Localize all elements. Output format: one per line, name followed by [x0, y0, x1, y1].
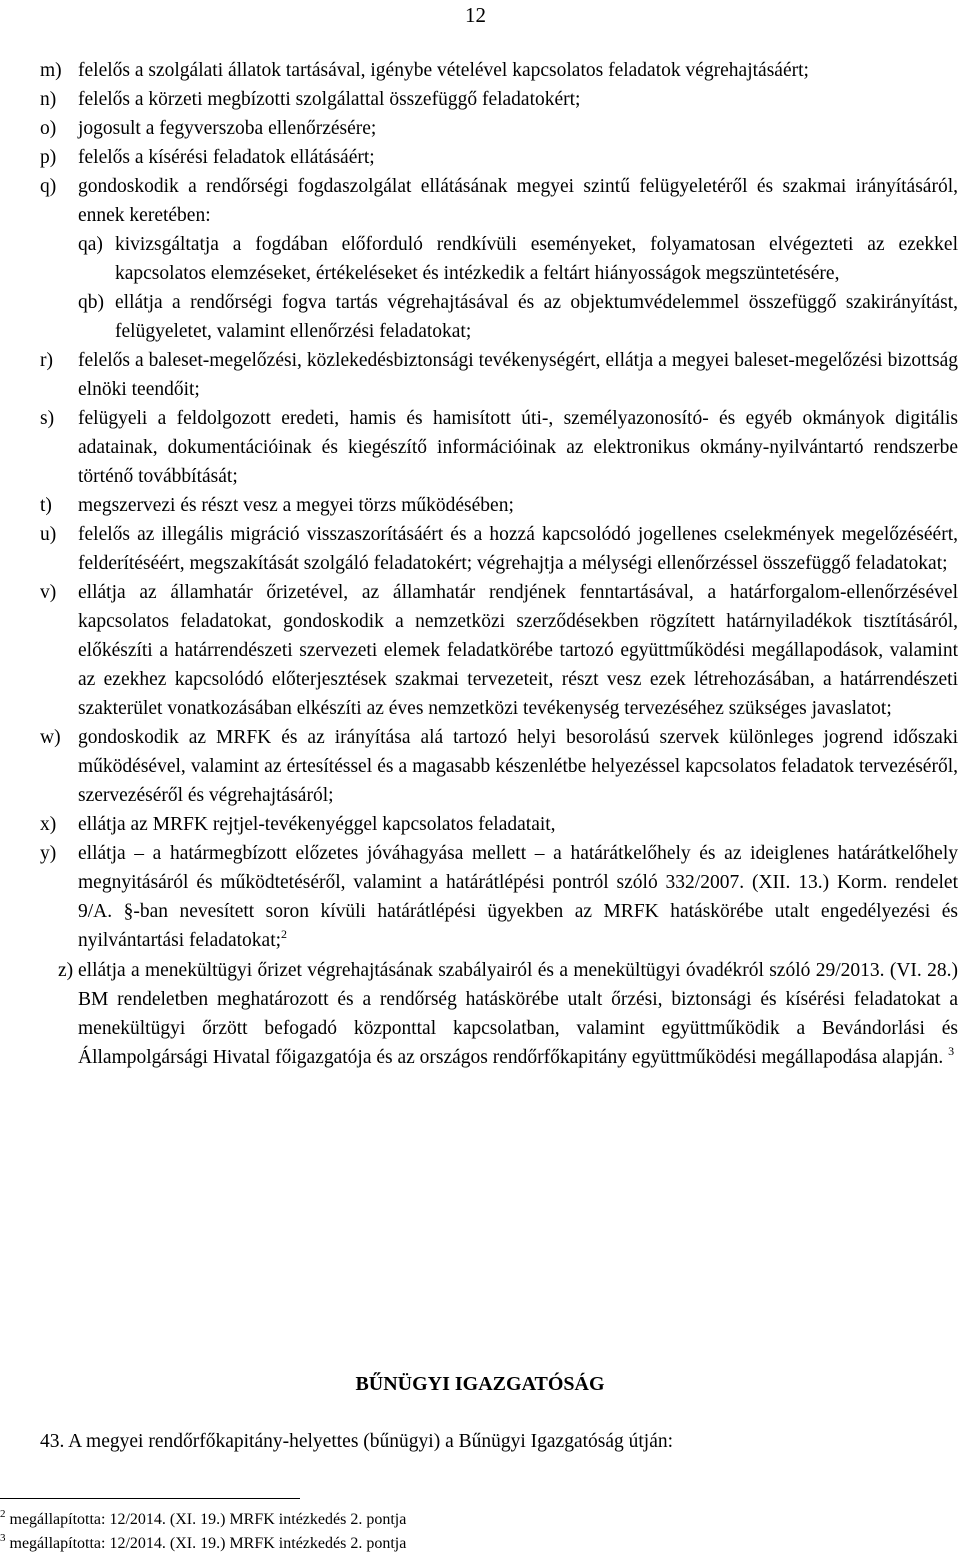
item-marker: v) — [40, 582, 57, 603]
item-text: felügyeli a feldolgozott eredeti, hamis és hamisított úti-, személyazonosító- és egyéb okmányok digitális adatainak, dokumentációinak és kiegészítő információinak az elektronikus okmány-nyilvántartó rendszerbe történő továbbítását; — [78, 408, 958, 487]
item-marker: m) — [40, 60, 62, 81]
sub-item-text: kivizsgáltatja a fogdában előforduló rendkívüli eseményeket, folyamatosan elvégezteti az ezekkel kapcsolatos elemzéseket, értékeléseket és intézkedik a feltárt hiányosságok megszüntetésére, — [115, 234, 958, 284]
list-item-u — [40, 520, 958, 578]
footnote-number: 3 — [0, 1532, 6, 1544]
list-item-p — [40, 143, 958, 172]
sub-item-marker: qa) — [78, 234, 103, 255]
sub-item-qb — [78, 288, 958, 346]
list-item-o — [40, 114, 958, 143]
item-marker: n) — [40, 89, 57, 110]
item-text: gondoskodik a rendőrségi fogdaszolgálat ellátásának megyei szintű felügyeletéről és szakmai irányításáról, ennek keretében: — [78, 176, 958, 226]
footnote-text: megállapította: 12/2014. (XI. 19.) MRFK intézkedés 2. pontja — [9, 1511, 407, 1528]
item-marker: u) — [40, 524, 57, 545]
paragraph-43: 43. A megyei rendőrfőkapitány-helyettes (bűnügyi) a Bűnügyi Igazgatóság útján: — [40, 1431, 674, 1452]
item-text: felelős a szolgálati állatok tartásával, igénybe vételével kapcsolatos feladatok végrehajtásáért; — [78, 60, 809, 81]
item-marker: z) — [58, 960, 74, 981]
list-item-q — [40, 172, 958, 346]
footnote-text: megállapította: 12/2014. (XI. 19.) MRFK intézkedés 2. pontja — [9, 1535, 407, 1552]
footnote-2 — [0, 1508, 406, 1532]
item-list — [40, 56, 958, 1072]
item-text: gondoskodik az MRFK és az irányítása alá tartozó helyi besorolású szervek különleges jogrend időszaki működésével, valamint az értesítéssel és a magasabb készenlétbe helyezéssel kapcsolatos feladatok tervezéséről, szervezéséről és végrehajtásáról; — [78, 727, 958, 806]
list-item-w — [40, 723, 958, 810]
sub-item-qa — [78, 230, 958, 288]
item-text: megszervezi és részt vesz a megyei törzs működésében; — [78, 495, 514, 516]
item-marker: w) — [40, 727, 61, 748]
item-marker: p) — [40, 147, 57, 168]
item-text: felelős a baleset-megelőzési, közlekedésbiztonsági tevékenységért, ellátja a megyei baleset-megelőzési bizottság elnöki teendőit; — [78, 350, 958, 400]
footnote-divider — [0, 1498, 300, 1499]
list-item-s — [40, 404, 958, 491]
footnotes — [0, 1508, 406, 1556]
footnote-3 — [0, 1532, 406, 1556]
list-item-r — [40, 346, 958, 404]
list-item-m — [40, 56, 958, 85]
footnote-number: 2 — [0, 1508, 6, 1520]
item-text: ellátja – a határmegbízott előzetes jóváhagyása mellett – a határátkelőhely és az ideiglenes határátkelőhely megnyitásáról és működtetéséről, valamint a határátlépési pontról szóló 332/2007. (XII. 13.) Korm. rendelet 9/A. §-ban nevesített soron kívüli határátlépési ügyekben az MRFK hatáskörébe utalt engedélyezési és nyilvántartási feladatokat; — [78, 843, 958, 951]
item-text: ellátja az államhatár őrizetével, az államhatár rendjének fenntartásával, a határforgalom-ellenőrzésével kapcsolatos feladatokat, gondoskodik a nemzetközi szerződésekben rögzített határnyiladékok tisztításáról, előkészíti a határrendészeti szervezeti elemek feladatkörébe tartozó együttműködési megállapodások, valamint az ezekhez kapcsolódó előterjesztések szakmai tervezeteit, részt vesz ezek létrehozásában, a határrendészeti szakterület vonatkozásában elkészíti az éves nemzetközi tevékenység tervezéséhez szükséges javaslatot; — [78, 582, 958, 719]
list-item-z — [40, 956, 958, 1072]
sub-item-text: ellátja a rendőrségi fogva tartás végrehajtásával és az objektumvédelemmel összefüggő szakirányítást, felügyeletet, valamint ellenőrzési feladatokat; — [115, 292, 958, 342]
item-marker: x) — [40, 814, 57, 835]
item-text: ellátja a menekültügyi őrizet végrehajtásának szabályairól és a menekültügyi óvadékról szóló 29/2013. (VI. 28.) BM rendeletben meghatározott és a rendőrség hatáskörébe utalt őrzési, biztonsági és kísérési feladatokat a menekültügyi őrzött befogadó központtal kapcsolatban, valamint együttműködik a Bevándorlási és Állampolgársági Hivatal főigazgatója és az országos rendőrfőkapitány együttműködési megállapodása alapján. — [78, 960, 958, 1068]
page-number: 12 — [465, 3, 486, 27]
list-item-y — [40, 839, 958, 955]
footnote-reference[interactable]: 2 — [281, 927, 288, 941]
item-text: felelős az illegális migráció visszaszorításáért és a hozzá kapcsolódó jogellenes cselekmények megelőzéséért, felderítéséért, megszakítását szolgáló feladatokért; végrehajtja a mélységi ellenőrzéssel összefüggő feladatokat; — [78, 524, 958, 574]
section-heading: BŰNÜGYI IGAZGATÓSÁG — [355, 1373, 605, 1395]
item-text: ellátja az MRFK rejtjel-tevékenyéggel kapcsolatos feladatait, — [78, 814, 556, 835]
list-item-x — [40, 810, 958, 839]
list-item-v — [40, 578, 958, 723]
item-marker: y) — [40, 843, 57, 864]
list-item-n — [40, 85, 958, 114]
item-marker: q) — [40, 176, 57, 197]
item-marker: o) — [40, 118, 57, 139]
list-item-t — [40, 491, 958, 520]
sub-item-marker: qb) — [78, 292, 104, 313]
item-marker: s) — [40, 408, 55, 429]
item-marker: t) — [40, 495, 52, 516]
item-text: felelős a kísérési feladatok ellátásáért; — [78, 147, 375, 168]
item-marker: r) — [40, 350, 53, 371]
footnote-reference[interactable]: 3 — [948, 1044, 955, 1058]
item-text: felelős a körzeti megbízotti szolgálattal összefüggő feladatokért; — [78, 89, 581, 110]
item-text: jogosult a fegyverszoba ellenőrzésére; — [78, 118, 377, 139]
sub-item-list — [78, 230, 958, 346]
